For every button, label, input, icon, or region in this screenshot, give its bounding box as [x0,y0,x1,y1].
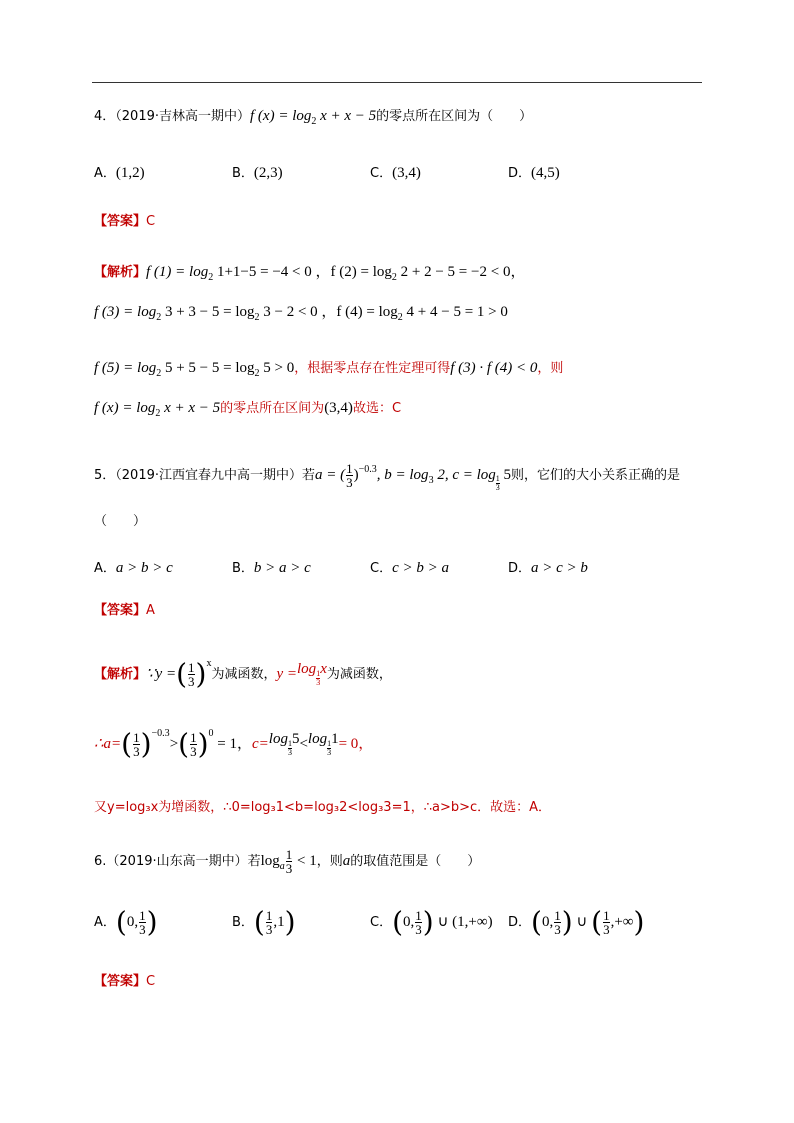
q6-option-c: C．(0, $\frac{1}{3}$ ) ∪ (1,+∞) [370,905,493,939]
q5-option-b: B．b > a > c [232,560,311,576]
q4-option-d: D．(4,5) [508,165,560,181]
q6-option-d: D．(0, $\frac{1}{3}$ ) ∪ ( $\frac{1}{3}$ ,+∞) [508,905,645,939]
q4-analysis-line-2: f $(3) = \log_2 3 + 3 - 5 = \log_2 3 - 2 < 0$ ，f $(4) = \log_2 4 + 4 - 5 = 1 > 0$ [94,304,508,323]
q5-option-d: D．a > c > b [508,560,588,576]
q4-option-a: A．(1,2) [94,165,145,181]
q5-log-base-c: $\frac{1}{3}$ [495,474,500,492]
q6-answer: 【答案】C [94,974,156,989]
q5-analysis-line-2: ∴a=( $\frac{1}{3}$ )$^{-0.3}$>( $\frac{1}{3}$ )$^0$ = 1，c=log $\frac{1}{3}$ 5<log $\frac{1}{3}$ 1= 0， [94,727,374,761]
q6-option-a: A．(0, $\frac{1}{3}$ ) [94,905,158,939]
q5-analysis-line-3: 又y=log₃x为增函数，∴0=log₃1<b=log₃2<log₃3=1，∴a>b>c．故选：A． [94,800,552,815]
q6-option-b: B．( $\frac{1}{3}$ ,1) [232,905,296,939]
q4-analysis-line-3: f $(5) = \log_2 5 + 5 - 5 = \log_2 5 > 0$，根据零点存在性定理可得f (3) · f (4) < 0，则 [94,360,564,379]
q4-answer: 【答案】C [94,214,156,229]
q4-option-b: B．(2,3) [232,165,283,181]
q5-option-c: C．c > b > a [370,560,449,576]
question-5-stem: 5．（2019·江西宜春九中高一期中）若a = ( $\frac{1}{3}$ )$^{-0.3}$, $b = \log_3 2$, c = log $\frac{1}{3}$ 5则，它们的大小关系正确的是 [94,461,681,492]
q5-answer: 【答案】A [94,603,155,618]
q4-analysis-line-1: 【解析】f $(1) = \log_2 1+1-5 = -4 < 0$ ，f $(2) = \log_2 2 + 2 - 5 = -2 < 0$， [94,264,526,283]
header-rule [92,82,702,83]
q5-analysis-line-1: 【解析】∵y =( $\frac{1}{3}$ )$^x$为减函数，y =log $\frac{1}{3}$ x为减函数， [94,657,392,691]
q5-option-a: A．a > b > c [94,560,173,576]
q4-option-c: C．(3,4) [370,165,421,181]
q5-fraction-a: $\frac{1}{3}$ [346,461,353,490]
q4-analysis-line-4: f $(x) = \log_2 x + x - 5$的零点所在区间为(3,4)故选：C [94,400,402,419]
question-6-stem: 6.（2019·山东高一期中）若$\log_a$ $\frac{1}{3}$ < 1，则a的取值范围是（ ） [94,847,481,876]
question-4-stem: 4．（2019·吉林高一期中）f $(x) = \log_2 x + x - 5$的零点所在区间为（ ） [94,108,533,127]
q5-paren: （ ） [94,514,147,529]
